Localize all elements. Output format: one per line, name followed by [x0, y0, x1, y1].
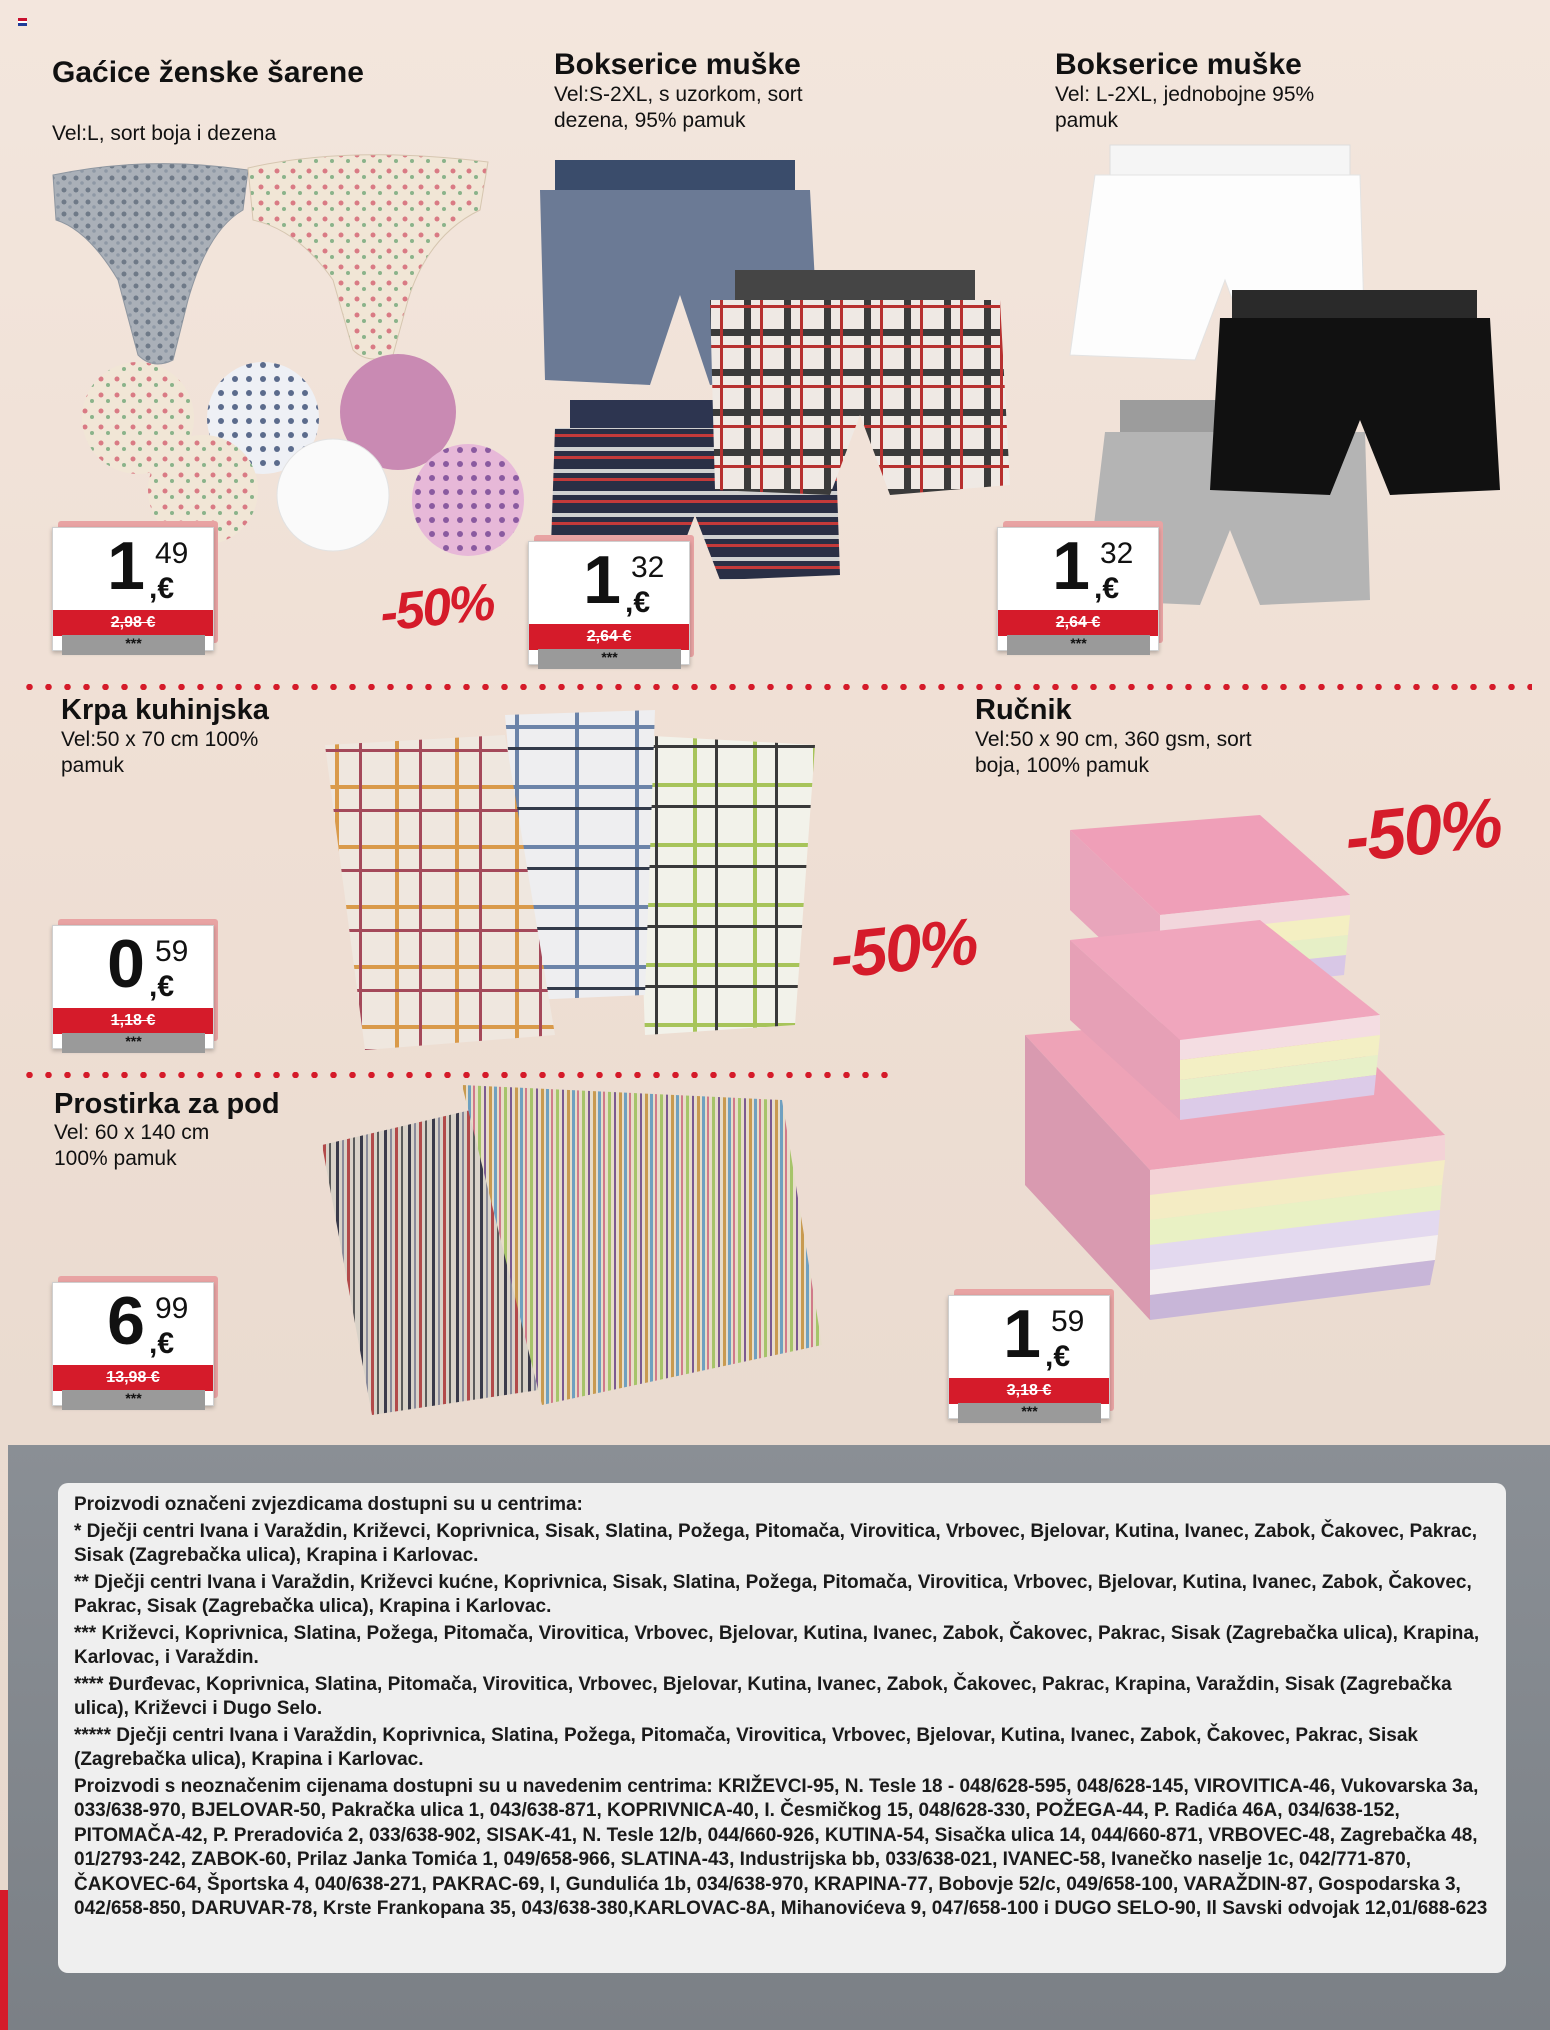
towels-image — [1010, 800, 1460, 1345]
price-tag-rucnik — [948, 1295, 1111, 1425]
price-currency: ,€ — [1094, 572, 1120, 605]
price-tag-krpa — [52, 925, 215, 1055]
price-currency: ,€ — [625, 586, 651, 619]
price-currency: ,€ — [149, 572, 175, 605]
discount-badge: -50% — [377, 573, 497, 643]
footer-line-1: * Dječji centri Ivana i Varaždin, Križevci, Koprivnica, Sisak, Slatina, Požega, Pitomača, Virovitica, Vrbovec, Bjelovar, Kutina, Ivanec, Zabok, Čakovec, Pakrac, Sisak (Zagrebačka ulica), Krapina i Karlovac. — [74, 1520, 1478, 1566]
briefs-image — [48, 150, 528, 570]
dotted-divider — [20, 684, 1532, 690]
dotted-divider — [20, 1072, 894, 1078]
rug-image — [312, 1085, 832, 1420]
product-title-bokserice-uzorak: Bokserice muške — [554, 48, 801, 81]
price-currency: ,€ — [149, 970, 175, 1003]
kitchen-towels-image — [315, 705, 825, 1055]
product-desc-prostirka: Vel: 60 x 140 cm 100% pamuk — [54, 1121, 210, 1170]
old-price: 13,98 € — [53, 1365, 213, 1391]
footer-line-3: *** Križevci, Koprivnica, Slatina, Požega, Pitomača, Virovitica, Vrbovec, Bjelovar, Kutina, Ivanec, Zabok, Čakovec, Pakrac, Sisak (Zagrebačka ulica), Krapina, Karlovac, i Varaždin. — [74, 1622, 1480, 1668]
price-cents: 99 — [155, 1292, 189, 1325]
price-currency: ,€ — [1045, 1340, 1071, 1373]
product-title-gacice: Gaćice ženske šarene — [52, 56, 364, 89]
old-price: 2,64 € — [529, 624, 689, 650]
price-tag-bokserice-uzorak — [528, 541, 691, 671]
price-tag-prostirka — [52, 1282, 215, 1412]
product-desc-bokserice-uzorak: Vel:S-2XL, s uzorkom, sort dezena, 95% pamuk — [554, 83, 803, 132]
price-euros: 1 — [107, 528, 145, 604]
price-euros: 0 — [107, 926, 145, 1002]
flag-icon — [18, 18, 27, 26]
availability-stars: *** — [538, 649, 681, 669]
old-price: 2,98 € — [53, 610, 213, 636]
availability-stars: *** — [958, 1403, 1101, 1423]
footer-heading: Proizvodi označeni zvjezdicama dostupni su u centrima: — [74, 1494, 583, 1515]
product-desc-rucnik: Vel:50 x 90 cm, 360 gsm, sort boja, 100% pamuk — [975, 728, 1252, 777]
footer-line-5: ***** Dječji centri Ivana i Varaždin, Koprivnica, Slatina, Požega, Pitomača, Virovitica, Vrbovec, Bjelovar, Kutina, Ivanec, Zabok, Čakovec, Pakrac, Sisak (Zagrebačka ulica), Krapina i Karlovac. — [74, 1724, 1418, 1770]
footer-store-list: Proizvodi s neoznačenim cijenama dostupni su u navedenim centrima: KRIŽEVCI-95, N. Tesle 18 - 048/628-595, 048/628-145, VIROVITICA-46, Vukovarska 3a, 033/638-970, BJELOVAR-50, Pakračka ulica 1, 043/638-871, KOPRIVNICA-40, I. Česmičkog 15, 048/628-330, POŽEGA-44, P. Radića 46A, 034/638-152, PITOMAČA-42, P. Preradovića 2, 033/638-902, SISAK-41, N. Tesle 12/b, 044/660-926, KUTINA-54, Sisačka ulica 14, 044/660-871, VRBOVEC-48, Zagrebačka 48, 01/2793-242, ZABOK-60, Prilaz Janka Tomića 1, 049/658-966, SLATINA-43, Industrijska bb, 033/638-021, IVANEC-58, Ivanečko naselje 1c, 042/771-870, ČAKOVEC-64, Športska 4, 040/638-271, PAKRAC-69, I, Gundulića 1b, 034/638-970, KRAPINA-77, Bobovje 52/c, 049/658-100, VARAŽDIN-87, Gospodarska 3, 042/658-850, DARUVAR-78, Krste Frankopana 35, 043/638-380,KARLOVAC-8A, Mihanovićeva 9, 047/658-100 i DUGO SELO-90, Il Savski odvojak 12,01/688-623 — [74, 1775, 1488, 1919]
price-currency: ,€ — [149, 1327, 175, 1360]
price-euros: 1 — [1003, 1296, 1041, 1372]
price-tag-bokserice-jednobojne — [997, 527, 1160, 657]
availability-notes — [58, 1483, 1506, 1973]
product-title-krpa: Krpa kuhinjska — [61, 694, 269, 726]
availability-stars: *** — [62, 1033, 205, 1053]
price-cents: 49 — [155, 537, 189, 570]
price-cents: 32 — [1100, 537, 1134, 570]
product-title-rucnik: Ručnik — [975, 694, 1072, 726]
product-desc-krpa: Vel:50 x 70 cm 100% pamuk — [61, 728, 259, 777]
red-edge-strip — [0, 1890, 8, 2030]
discount-badge: -50% — [1341, 783, 1505, 877]
price-cents: 59 — [1051, 1305, 1085, 1338]
price-tag-gacice — [52, 527, 215, 657]
product-desc-gacice: Vel:L, sort boja i dezena — [52, 122, 277, 145]
product-title-bokserice-jednobojne: Bokserice muške — [1055, 48, 1302, 81]
old-price: 3,18 € — [949, 1378, 1109, 1404]
old-price: 1,18 € — [53, 1008, 213, 1034]
price-euros: 1 — [583, 542, 621, 618]
product-desc-bokserice-jednobojne: Vel: L-2XL, jednobojne 95% pamuk — [1055, 83, 1315, 132]
old-price: 2,64 € — [998, 610, 1158, 636]
availability-stars: *** — [62, 1390, 205, 1410]
price-euros: 1 — [1052, 528, 1090, 604]
price-cents: 32 — [631, 551, 665, 584]
availability-stars: *** — [1007, 635, 1150, 655]
footer-line-4: **** Đurđevac, Koprivnica, Slatina, Pitomača, Virovitica, Vrbovec, Bjelovar, Kutina, Ivanec, Zabok, Čakovec, Pakrac, Krapina, Varaždin, Sisak (Zagrebačka ulica), Križevci i Dugo Selo. — [74, 1673, 1452, 1719]
availability-stars: *** — [62, 635, 205, 655]
boxers-patterned-image — [530, 155, 1020, 585]
price-euros: 6 — [107, 1283, 145, 1359]
product-title-prostirka: Prostirka za pod — [54, 1088, 280, 1120]
price-cents: 59 — [155, 935, 189, 968]
footer-line-2: ** Dječji centri Ivana i Varaždin, Križevci kućne, Koprivnica, Sisak, Slatina, Požega, Pitomača, Virovitica, Vrbovec, Bjelovar, Kutina, Ivanec, Zabok, Čakovec, Pakrac, Sisak (Zagrebačka ulica), Krapina i Karlovac. — [74, 1571, 1472, 1617]
discount-badge: -50% — [826, 903, 980, 993]
